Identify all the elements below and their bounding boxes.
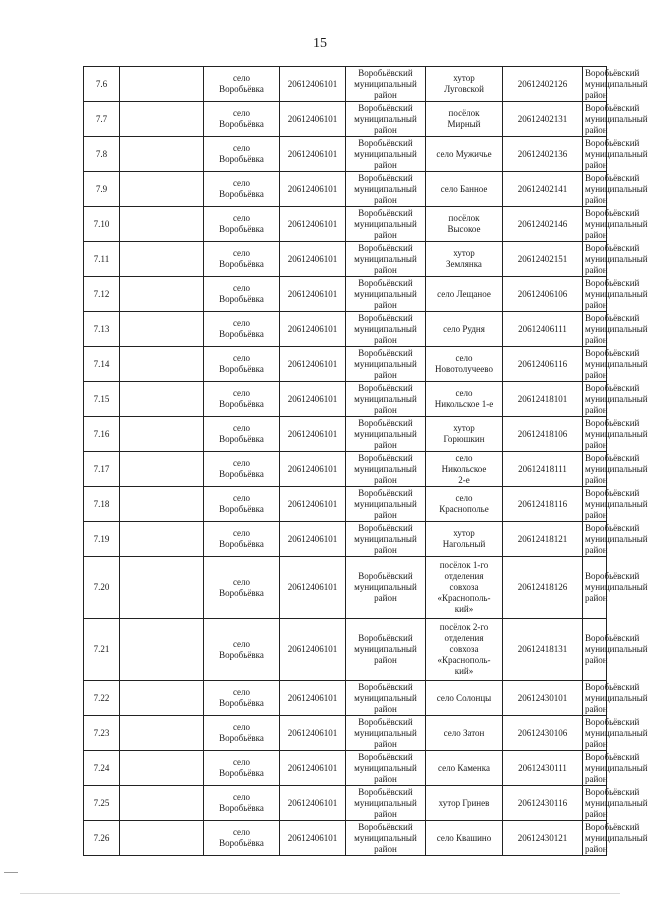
center-settlement: село Воробьёвка <box>204 172 280 207</box>
center-oktmo-code: 20612406101 <box>280 557 346 619</box>
table-row <box>84 751 607 786</box>
settlement-name: посёлок 2-го отделения совхоза «Краснополь- кий» <box>426 619 503 681</box>
settlement-name: хутор Гринев <box>426 786 503 821</box>
settlement-name: село Никольское 2-е <box>426 452 503 487</box>
center-settlement: село Воробьёвка <box>204 137 280 172</box>
settlement-oktmo-code: 20612430106 <box>503 716 583 751</box>
settlement-oktmo-code: 20612402151 <box>503 242 583 277</box>
center-oktmo-code: 20612406101 <box>280 452 346 487</box>
center-district: Воробьёвский муниципальный район <box>346 172 426 207</box>
settlements-table <box>83 66 648 856</box>
table-row <box>84 277 607 312</box>
settlement-district: Воробьёвский муниципальный район <box>583 312 607 347</box>
settlement-district: Воробьёвский муниципальный район <box>583 417 607 452</box>
table-row <box>84 242 607 277</box>
center-oktmo-code: 20612406101 <box>280 172 346 207</box>
center-oktmo-code: 20612406101 <box>280 716 346 751</box>
row-number: 7.7 <box>84 102 120 137</box>
row-number: 7.20 <box>84 557 120 619</box>
row-number: 7.15 <box>84 382 120 417</box>
center-district: Воробьёвский муниципальный район <box>346 716 426 751</box>
settlement-oktmo-code: 20612418111 <box>503 452 583 487</box>
settlement-name: посёлок 1-го отделения совхоза «Краснополь- кий» <box>426 557 503 619</box>
table-row <box>84 619 607 681</box>
settlement-oktmo-code: 20612402131 <box>503 102 583 137</box>
empty-cell <box>120 137 204 172</box>
empty-cell <box>120 452 204 487</box>
settlement-name: посёлок Высокое <box>426 207 503 242</box>
table-row <box>84 382 607 417</box>
row-number: 7.11 <box>84 242 120 277</box>
center-oktmo-code: 20612406101 <box>280 751 346 786</box>
center-settlement: село Воробьёвка <box>204 277 280 312</box>
row-number: 7.19 <box>84 522 120 557</box>
settlement-district: Воробьёвский муниципальный район <box>583 67 607 102</box>
center-district: Воробьёвский муниципальный район <box>346 417 426 452</box>
empty-cell <box>120 786 204 821</box>
settlement-district: Воробьёвский муниципальный район <box>583 277 607 312</box>
settlement-district: Воробьёвский муниципальный район <box>583 619 607 681</box>
settlement-name: хутор Луговской <box>426 67 503 102</box>
center-district: Воробьёвский муниципальный район <box>346 751 426 786</box>
table-row <box>84 137 607 172</box>
row-number: 7.16 <box>84 417 120 452</box>
row-number: 7.21 <box>84 619 120 681</box>
center-settlement: село Воробьёвка <box>204 452 280 487</box>
settlement-district: Воробьёвский муниципальный район <box>583 242 607 277</box>
table-row <box>84 716 607 751</box>
center-oktmo-code: 20612406101 <box>280 347 346 382</box>
settlement-name: село Никольское 1-е <box>426 382 503 417</box>
settlement-name: хутор Нагольный <box>426 522 503 557</box>
settlement-district: Воробьёвский муниципальный район <box>583 207 607 242</box>
center-oktmo-code: 20612406101 <box>280 487 346 522</box>
table-row <box>84 312 607 347</box>
center-settlement: село Воробьёвка <box>204 619 280 681</box>
empty-cell <box>120 821 204 856</box>
empty-cell <box>120 277 204 312</box>
row-number: 7.22 <box>84 681 120 716</box>
row-number: 7.10 <box>84 207 120 242</box>
table-row <box>84 172 607 207</box>
center-oktmo-code: 20612406101 <box>280 137 346 172</box>
settlement-district: Воробьёвский муниципальный район <box>583 487 607 522</box>
table-row <box>84 522 607 557</box>
settlement-oktmo-code: 20612418121 <box>503 522 583 557</box>
center-settlement: село Воробьёвка <box>204 207 280 242</box>
settlement-name: село Квашино <box>426 821 503 856</box>
row-number: 7.8 <box>84 137 120 172</box>
settlement-name: село Каменка <box>426 751 503 786</box>
center-district: Воробьёвский муниципальный район <box>346 242 426 277</box>
settlement-oktmo-code: 20612406111 <box>503 312 583 347</box>
table-row <box>84 207 607 242</box>
settlement-district: Воробьёвский муниципальный район <box>583 522 607 557</box>
empty-cell <box>120 67 204 102</box>
table-row <box>84 67 607 102</box>
settlement-oktmo-code: 20612406106 <box>503 277 583 312</box>
table-row <box>84 417 607 452</box>
center-oktmo-code: 20612406101 <box>280 786 346 821</box>
center-district: Воробьёвский муниципальный район <box>346 102 426 137</box>
center-settlement: село Воробьёвка <box>204 242 280 277</box>
empty-cell <box>120 172 204 207</box>
settlement-oktmo-code: 20612406116 <box>503 347 583 382</box>
settlement-oktmo-code: 20612418131 <box>503 619 583 681</box>
settlement-name: село Солонцы <box>426 681 503 716</box>
empty-cell <box>120 681 204 716</box>
center-oktmo-code: 20612406101 <box>280 67 346 102</box>
center-district: Воробьёвский муниципальный район <box>346 452 426 487</box>
settlement-oktmo-code: 20612430121 <box>503 821 583 856</box>
row-number: 7.13 <box>84 312 120 347</box>
row-number: 7.24 <box>84 751 120 786</box>
center-district: Воробьёвский муниципальный район <box>346 347 426 382</box>
center-settlement: село Воробьёвка <box>204 347 280 382</box>
row-number: 7.12 <box>84 277 120 312</box>
settlement-name: село Мужичье <box>426 137 503 172</box>
settlement-name: посёлок Мирный <box>426 102 503 137</box>
center-settlement: село Воробьёвка <box>204 821 280 856</box>
settlement-district: Воробьёвский муниципальный район <box>583 452 607 487</box>
settlement-name: хутор Горюшкин <box>426 417 503 452</box>
empty-cell <box>120 751 204 786</box>
center-district: Воробьёвский муниципальный район <box>346 487 426 522</box>
settlement-district: Воробьёвский муниципальный район <box>583 557 607 619</box>
table-row <box>84 347 607 382</box>
table-row <box>84 821 607 856</box>
center-oktmo-code: 20612406101 <box>280 242 346 277</box>
settlement-district: Воробьёвский муниципальный район <box>583 821 607 856</box>
center-settlement: село Воробьёвка <box>204 681 280 716</box>
center-district: Воробьёвский муниципальный район <box>346 557 426 619</box>
center-settlement: село Воробьёвка <box>204 716 280 751</box>
empty-cell <box>120 382 204 417</box>
center-oktmo-code: 20612406101 <box>280 382 346 417</box>
table-row <box>84 786 607 821</box>
empty-cell <box>120 417 204 452</box>
row-number: 7.6 <box>84 67 120 102</box>
empty-cell <box>120 716 204 751</box>
row-number: 7.17 <box>84 452 120 487</box>
empty-cell <box>120 557 204 619</box>
center-oktmo-code: 20612406101 <box>280 277 346 312</box>
settlement-oktmo-code: 20612418101 <box>503 382 583 417</box>
settlement-district: Воробьёвский муниципальный район <box>583 786 607 821</box>
settlement-oktmo-code: 20612418106 <box>503 417 583 452</box>
settlement-name: хутор Землянка <box>426 242 503 277</box>
settlement-district: Воробьёвский муниципальный район <box>583 102 607 137</box>
center-district: Воробьёвский муниципальный район <box>346 786 426 821</box>
center-settlement: село Воробьёвка <box>204 312 280 347</box>
center-settlement: село Воробьёвка <box>204 522 280 557</box>
scan-edge-line <box>20 893 620 894</box>
empty-cell <box>120 619 204 681</box>
center-district: Воробьёвский муниципальный район <box>346 821 426 856</box>
empty-cell <box>120 207 204 242</box>
center-settlement: село Воробьёвка <box>204 751 280 786</box>
center-oktmo-code: 20612406101 <box>280 619 346 681</box>
settlement-district: Воробьёвский муниципальный район <box>583 751 607 786</box>
center-settlement: село Воробьёвка <box>204 67 280 102</box>
center-district: Воробьёвский муниципальный район <box>346 137 426 172</box>
center-district: Воробьёвский муниципальный район <box>346 207 426 242</box>
center-district: Воробьёвский муниципальный район <box>346 312 426 347</box>
settlement-district: Воробьёвский муниципальный район <box>583 382 607 417</box>
row-number: 7.18 <box>84 487 120 522</box>
settlement-district: Воробьёвский муниципальный район <box>583 347 607 382</box>
settlement-oktmo-code: 20612402136 <box>503 137 583 172</box>
empty-cell <box>120 102 204 137</box>
settlement-name: село Банное <box>426 172 503 207</box>
empty-cell <box>120 522 204 557</box>
center-district: Воробьёвский муниципальный район <box>346 522 426 557</box>
center-oktmo-code: 20612406101 <box>280 821 346 856</box>
center-district: Воробьёвский муниципальный район <box>346 619 426 681</box>
center-district: Воробьёвский муниципальный район <box>346 382 426 417</box>
center-oktmo-code: 20612406101 <box>280 102 346 137</box>
table-row <box>84 557 607 619</box>
settlement-name: село Рудня <box>426 312 503 347</box>
page-number: 15 <box>313 36 327 51</box>
row-number: 7.23 <box>84 716 120 751</box>
settlement-oktmo-code: 20612430111 <box>503 751 583 786</box>
center-district: Воробьёвский муниципальный район <box>346 681 426 716</box>
table-body <box>84 67 648 856</box>
center-oktmo-code: 20612406101 <box>280 207 346 242</box>
empty-cell <box>120 347 204 382</box>
settlement-oktmo-code: 20612430116 <box>503 786 583 821</box>
row-number: 7.9 <box>84 172 120 207</box>
table-row <box>84 487 607 522</box>
empty-cell <box>120 312 204 347</box>
settlement-district: Воробьёвский муниципальный район <box>583 137 607 172</box>
center-district: Воробьёвский муниципальный район <box>346 67 426 102</box>
margin-mark <box>4 872 18 873</box>
center-oktmo-code: 20612406101 <box>280 417 346 452</box>
center-settlement: село Воробьёвка <box>204 786 280 821</box>
table-row <box>84 102 607 137</box>
settlement-oktmo-code: 20612430101 <box>503 681 583 716</box>
empty-cell <box>120 487 204 522</box>
settlement-name: село Лещаное <box>426 277 503 312</box>
table-row <box>84 452 607 487</box>
settlement-name: село Новотолучеево <box>426 347 503 382</box>
row-number: 7.26 <box>84 821 120 856</box>
settlement-district: Воробьёвский муниципальный район <box>583 716 607 751</box>
center-oktmo-code: 20612406101 <box>280 681 346 716</box>
center-settlement: село Воробьёвка <box>204 382 280 417</box>
settlement-district: Воробьёвский муниципальный район <box>583 681 607 716</box>
center-settlement: село Воробьёвка <box>204 417 280 452</box>
settlement-oktmo-code: 20612402141 <box>503 172 583 207</box>
settlement-district: Воробьёвский муниципальный район <box>583 172 607 207</box>
settlement-name: село Краснополье <box>426 487 503 522</box>
center-settlement: село Воробьёвка <box>204 102 280 137</box>
center-settlement: село Воробьёвка <box>204 557 280 619</box>
settlement-oktmo-code: 20612418116 <box>503 487 583 522</box>
settlement-name: село Затон <box>426 716 503 751</box>
empty-cell <box>120 242 204 277</box>
settlement-oktmo-code: 20612418126 <box>503 557 583 619</box>
center-oktmo-code: 20612406101 <box>280 522 346 557</box>
table-row <box>84 681 607 716</box>
settlement-oktmo-code: 20612402126 <box>503 67 583 102</box>
settlement-oktmo-code: 20612402146 <box>503 207 583 242</box>
center-settlement: село Воробьёвка <box>204 487 280 522</box>
row-number: 7.25 <box>84 786 120 821</box>
row-number: 7.14 <box>84 347 120 382</box>
center-oktmo-code: 20612406101 <box>280 312 346 347</box>
center-district: Воробьёвский муниципальный район <box>346 277 426 312</box>
